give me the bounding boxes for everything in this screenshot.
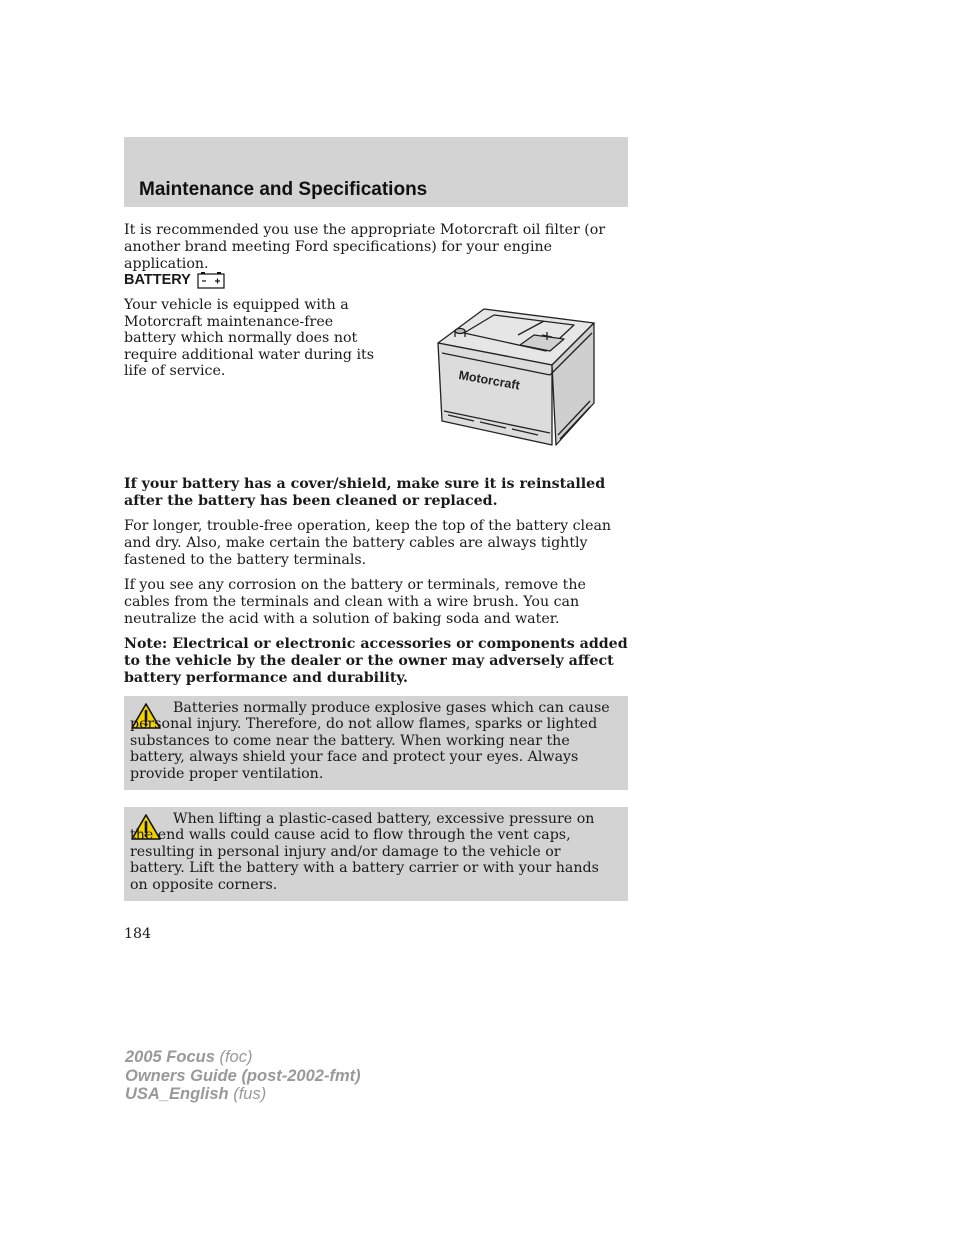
battery-care-paragraph: For longer, trouble-free operation, keep the top of the battery clean and dry. Also, make certain the battery cables are always tightly fastened to the battery terminals.: [124, 518, 612, 568]
warning-text: When lifting a plastic-cased battery, excessive pressure on the end walls could cause acid to flow through the vent caps, resulting in personal injury and/or damage to the vehicle or battery. Lift the battery with a battery carrier or with your hands on opposite corners.: [130, 811, 599, 893]
footer-line-model: [125, 1048, 361, 1067]
warning-text: Batteries normally produce explosive gases which can cause personal injury. Therefore, do not allow flames, sparks or lighted substances to come near the battery. When working near the battery, always shield your face and protect your eyes. Always provide proper ventilation.: [130, 700, 610, 782]
battery-heading-label: BATTERY: [124, 272, 191, 288]
footer-line-guide: [125, 1067, 361, 1086]
footer-guide: Owners Guide (post-2002-fmt): [125, 1066, 361, 1085]
warning-box: [124, 696, 628, 790]
intro-paragraph: It is recommended you use the appropriate Motorcraft oil filter (or another brand meeting Ford specifications) for your engine application.: [124, 222, 606, 272]
footer-language: USA_English: [125, 1085, 229, 1103]
warning-box: [124, 807, 628, 901]
section-header-band: [124, 137, 628, 207]
section-title: Maintenance and Specifications: [139, 179, 428, 200]
battery-heading: [124, 271, 225, 289]
battery-icon: [197, 271, 225, 289]
footer-language-code: (fus): [228, 1085, 267, 1103]
battery-brand-label: Motorcraft: [457, 368, 521, 393]
footer-line-language: [125, 1085, 361, 1104]
accessories-note: Note: Electrical or electronic accessories or components added to the vehicle by the dealer or the owner may adversely affect battery performance and durability.: [124, 636, 628, 686]
document-footer: [125, 1048, 361, 1104]
battery-illustration: [434, 305, 600, 451]
footer-model: 2005 Focus: [125, 1048, 215, 1066]
cover-shield-notice: If your battery has a cover/shield, make sure it is reinstalled after the battery has been cleaned or replaced.: [124, 476, 606, 509]
page-number: 184: [124, 926, 152, 942]
battery-description: Your vehicle is equipped with a Motorcraft maintenance-free battery which normally does not require additional water during its life of service.: [124, 297, 374, 379]
corrosion-paragraph: If you see any corrosion on the battery or terminals, remove the cables from the terminals and clean with a wire brush. You can neutralize the acid with a solution of baking soda and water.: [124, 577, 586, 627]
footer-model-code: (foc): [214, 1048, 253, 1066]
